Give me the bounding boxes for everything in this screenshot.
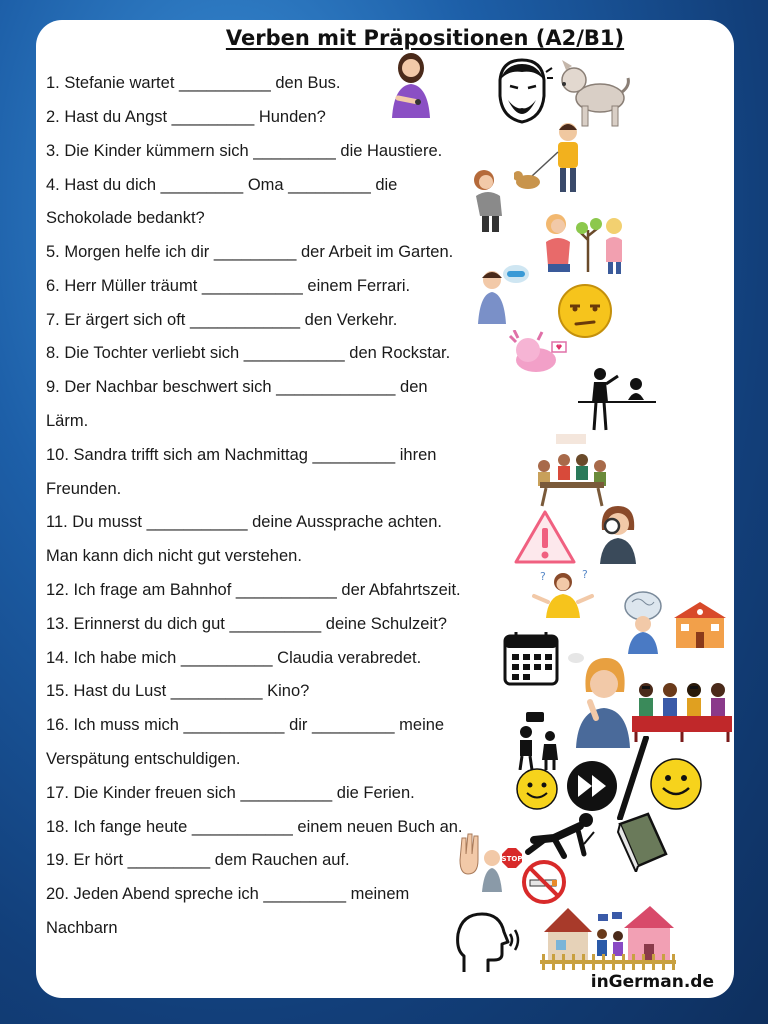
stop-illustration <box>456 830 526 892</box>
svg-text:?: ? <box>582 568 588 581</box>
kid-with-dog-illustration <box>514 118 590 196</box>
gardening-illustration <box>540 206 630 278</box>
exercise-line-1: 1. Stefanie wartet __________ den Bus. <box>46 74 341 92</box>
calendar-icon <box>502 630 560 686</box>
speaking-head-icon <box>454 910 524 974</box>
smiley-icon <box>514 766 560 812</box>
friends-meeting-illustration <box>526 430 618 510</box>
exercise-line-11: 11. Du musst ___________ deine Aussprache achten. <box>46 513 442 531</box>
exercise-line-4: 4. Hast du dich _________ Oma _________ die <box>46 176 398 194</box>
exercise-line-13: 13. Erinnerst du dich gut __________ deine Schulzeit? <box>46 615 447 633</box>
stop-sign-label: STOP <box>501 855 523 863</box>
thinking-woman-illustration <box>566 648 632 748</box>
exercise-line-3: 3. Die Kinder kümmern sich _________ die Haustiere. <box>46 142 443 160</box>
neighbour-houses-illustration <box>540 904 676 972</box>
exercise-line-18: 18. Ich fange heute ___________ einem neuen Buch an. <box>46 818 463 836</box>
exercise-line-20-cont: Nachbarn <box>46 919 118 937</box>
exercise-line-10-cont: Freunden. <box>46 480 122 498</box>
exercise-line-11-cont: Man kann dich nicht gut verstehen. <box>46 547 302 565</box>
exercise-line-14: 14. Ich habe mich __________ Claudia verabredet. <box>46 649 422 667</box>
apology-illustration <box>508 710 568 770</box>
exercise-line-6: 6. Herr Müller träumt ___________ einem Ferrari. <box>46 277 411 295</box>
exercise-line-8: 8. Die Tochter verliebt sich ___________ den Rockstar. <box>46 344 451 362</box>
exercise-line-16-cont: Verspätung entschuldigen. <box>46 750 241 768</box>
cinema-audience-illustration <box>632 672 732 742</box>
exercise-line-16: 16. Ich muss mich ___________ dir _________ meine <box>46 716 445 734</box>
exercise-line-19: 19. Er hört _________ dem Rauchen auf. <box>46 851 350 869</box>
warning-icon <box>512 508 578 566</box>
exercise-line-10: 10. Sandra trifft sich am Nachmittag _________ ihren <box>46 446 437 464</box>
woman-bowing-illustration <box>468 166 514 234</box>
exercise-line-12: 12. Ich frage am Bahnhof ___________ der Abfahrtszeit. <box>46 581 461 599</box>
runner-starting-illustration <box>524 810 600 860</box>
exercise-line-7: 7. Er ärgert sich oft ____________ den Verkehr. <box>46 311 398 329</box>
exercise-line-4-cont: Schokolade bedankt? <box>46 209 205 227</box>
noisy-neighbour-illustration <box>578 364 656 432</box>
exercise-line-17: 17. Die Kinder freuen sich __________ die Ferien. <box>46 784 415 802</box>
man-dreaming-illustration <box>474 260 530 324</box>
exercise-line-20: 20. Jeden Abend spreche ich _________ meinem <box>46 885 410 903</box>
no-smoking-icon <box>520 858 568 906</box>
slash-divider <box>614 736 650 820</box>
worksheet <box>36 20 734 998</box>
exercise-line-5: 5. Morgen helfe ich dir _________ der Arbeit im Garten. <box>46 243 454 261</box>
smiley-icon-large <box>648 756 704 812</box>
school-building-icon <box>670 600 730 650</box>
person-remembering-illustration <box>620 590 666 654</box>
exercise-line-2: 2. Hast du Angst _________ Hunden? <box>46 108 326 126</box>
svg-text:?: ? <box>540 570 546 583</box>
woman-asking-illustration <box>528 566 598 618</box>
brand-logo-text: inGerman.de <box>590 972 714 992</box>
woman-waiting-illustration <box>384 50 438 118</box>
page-title: Verben mit Präpositionen (A2/B1) <box>225 26 625 50</box>
exercise-line-9-cont: Lärm. <box>46 412 89 430</box>
woman-magnifier-illustration <box>592 500 642 564</box>
book-icon <box>610 810 670 872</box>
fast-forward-icon <box>564 758 620 814</box>
axolotl-in-love-illustration <box>508 330 568 380</box>
exercise-line-15: 15. Hast du Lust __________ Kino? <box>46 682 310 700</box>
exercise-line-9: 9. Der Nachbar beschwert sich _____________ den <box>46 378 428 396</box>
